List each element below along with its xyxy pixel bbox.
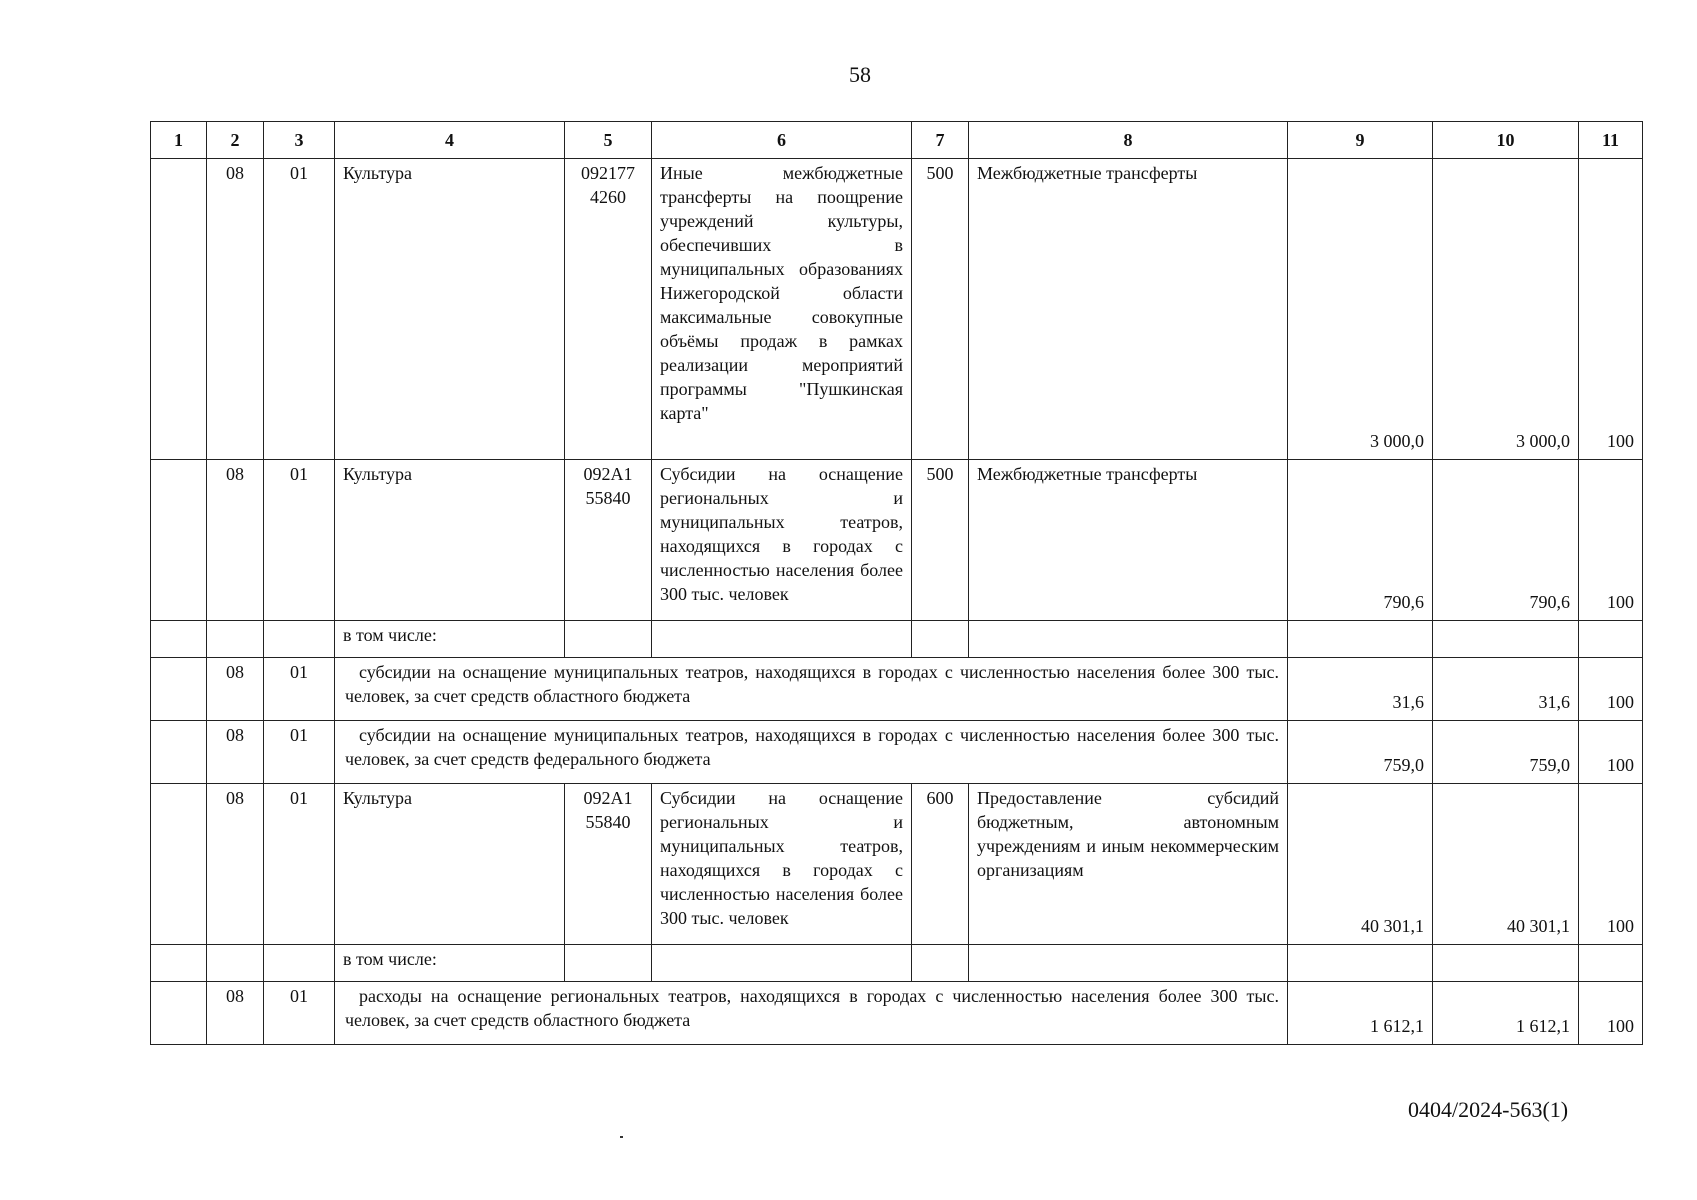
- cell-name: Культура: [335, 784, 565, 945]
- table-header-row: [151, 122, 1643, 159]
- empty-cell: [151, 621, 207, 658]
- cell-subsection: 01: [264, 658, 335, 721]
- empty-cell: [264, 945, 335, 982]
- page-number: 58: [849, 62, 871, 87]
- column-header: 3: [264, 122, 335, 159]
- cell-amount-actual: 3 000,0: [1433, 159, 1579, 460]
- cell-amount-planned: 1 612,1: [1288, 982, 1433, 1045]
- cell-target-name: Субсидии на оснащение региональных и муниципальных театров, находящихся в городах с численностью населения более 300 тыс. человек: [652, 784, 912, 945]
- cell-percent: 100: [1579, 721, 1643, 784]
- table-row: [151, 721, 1643, 784]
- cell-amount-actual: 1 612,1: [1433, 982, 1579, 1045]
- column-header: 1: [151, 122, 207, 159]
- empty-cell: [652, 945, 912, 982]
- cell-amount-actual: 790,6: [1433, 460, 1579, 621]
- cell-expense-description: расходы на оснащение региональных театров, находящихся в городах с численностью населения более 300 тыс. человек, за счет средств областного бюджета: [335, 982, 1288, 1045]
- scan-artifact: [620, 1136, 623, 1138]
- empty-cell: [652, 621, 912, 658]
- cell-amount-actual: 40 301,1: [1433, 784, 1579, 945]
- cell-subsection: 01: [264, 460, 335, 621]
- empty-cell: [1288, 621, 1433, 658]
- cell-percent: 100: [1579, 460, 1643, 621]
- cell-section: 08: [207, 460, 264, 621]
- column-header: 10: [1433, 122, 1579, 159]
- cell-including-label: в том числе:: [335, 945, 565, 982]
- cell-name: Культура: [335, 159, 565, 460]
- cell-c1: [151, 159, 207, 460]
- table-row: [151, 621, 1643, 658]
- cell-target-code: 092177 4260: [565, 159, 652, 460]
- cell-expense-name: Предоставление субсидий бюджетным, автономным учреждениям и иным некоммерческим организациям: [969, 784, 1288, 945]
- cell-subsection: 01: [264, 982, 335, 1045]
- cell-amount-planned: 3 000,0: [1288, 159, 1433, 460]
- cell-amount-actual: 31,6: [1433, 658, 1579, 721]
- cell-expense-name: Межбюджетные трансферты: [969, 460, 1288, 621]
- cell-c1: [151, 784, 207, 945]
- cell-subsection: 01: [264, 159, 335, 460]
- empty-cell: [912, 945, 969, 982]
- table-row: [151, 460, 1643, 621]
- budget-table: [150, 121, 1643, 1045]
- document-id: 0404/2024-563(1): [1408, 1097, 1569, 1122]
- cell-target-code: 092A1 55840: [565, 784, 652, 945]
- cell-amount-planned: 31,6: [1288, 658, 1433, 721]
- empty-cell: [1433, 621, 1579, 658]
- cell-expense-code: 500: [912, 159, 969, 460]
- cell-section: 08: [207, 159, 264, 460]
- cell-target-code: 092A1 55840: [565, 460, 652, 621]
- empty-cell: [1579, 621, 1643, 658]
- cell-c1: [151, 460, 207, 621]
- column-header: 11: [1579, 122, 1643, 159]
- cell-amount-actual: 759,0: [1433, 721, 1579, 784]
- cell-subsidy-description: субсидии на оснащение муниципальных театров, находящихся в городах с численностью населения более 300 тыс. человек, за счет средств федерального бюджета: [335, 721, 1288, 784]
- cell-percent: 100: [1579, 159, 1643, 460]
- empty-cell: [565, 621, 652, 658]
- empty-cell: [1288, 945, 1433, 982]
- empty-cell: [1433, 945, 1579, 982]
- empty-cell: [151, 982, 207, 1045]
- cell-percent: 100: [1579, 784, 1643, 945]
- cell-expense-code: 500: [912, 460, 969, 621]
- cell-amount-planned: 40 301,1: [1288, 784, 1433, 945]
- cell-target-name: Субсидии на оснащение региональных и муниципальных театров, находящихся в городах с численностью населения более 300 тыс. человек: [652, 460, 912, 621]
- cell-section: 08: [207, 658, 264, 721]
- table-row: [151, 658, 1643, 721]
- table-row: [151, 945, 1643, 982]
- table-row: [151, 159, 1643, 460]
- empty-cell: [207, 945, 264, 982]
- cell-expense-code: 600: [912, 784, 969, 945]
- cell-amount-planned: 790,6: [1288, 460, 1433, 621]
- empty-cell: [151, 721, 207, 784]
- empty-cell: [969, 621, 1288, 658]
- cell-subsection: 01: [264, 784, 335, 945]
- column-header: 8: [969, 122, 1288, 159]
- cell-percent: 100: [1579, 982, 1643, 1045]
- column-header: 7: [912, 122, 969, 159]
- cell-expense-name: Межбюджетные трансферты: [969, 159, 1288, 460]
- table-row: [151, 982, 1643, 1045]
- cell-subsidy-description: субсидии на оснащение муниципальных театров, находящихся в городах с численностью населения более 300 тыс. человек, за счет средств областного бюджета: [335, 658, 1288, 721]
- table-row: [151, 784, 1643, 945]
- cell-name: Культура: [335, 460, 565, 621]
- column-header: 4: [335, 122, 565, 159]
- cell-section: 08: [207, 784, 264, 945]
- cell-amount-planned: 759,0: [1288, 721, 1433, 784]
- cell-including-label: в том числе:: [335, 621, 565, 658]
- column-header: 5: [565, 122, 652, 159]
- cell-section: 08: [207, 982, 264, 1045]
- empty-cell: [264, 621, 335, 658]
- empty-cell: [151, 945, 207, 982]
- empty-cell: [912, 621, 969, 658]
- column-header: 6: [652, 122, 912, 159]
- empty-cell: [969, 945, 1288, 982]
- empty-cell: [565, 945, 652, 982]
- cell-section: 08: [207, 721, 264, 784]
- column-header: 2: [207, 122, 264, 159]
- empty-cell: [207, 621, 264, 658]
- cell-subsection: 01: [264, 721, 335, 784]
- column-header: 9: [1288, 122, 1433, 159]
- empty-cell: [1579, 945, 1643, 982]
- cell-percent: 100: [1579, 658, 1643, 721]
- cell-target-name: Иные межбюджетные трансферты на поощрение учреждений культуры, обеспечивших в муниципальных образованиях Нижегородской области максимальные совокупные объёмы продаж в рамках реализации мероприятий программы "Пушкинская карта": [652, 159, 912, 460]
- empty-cell: [151, 658, 207, 721]
